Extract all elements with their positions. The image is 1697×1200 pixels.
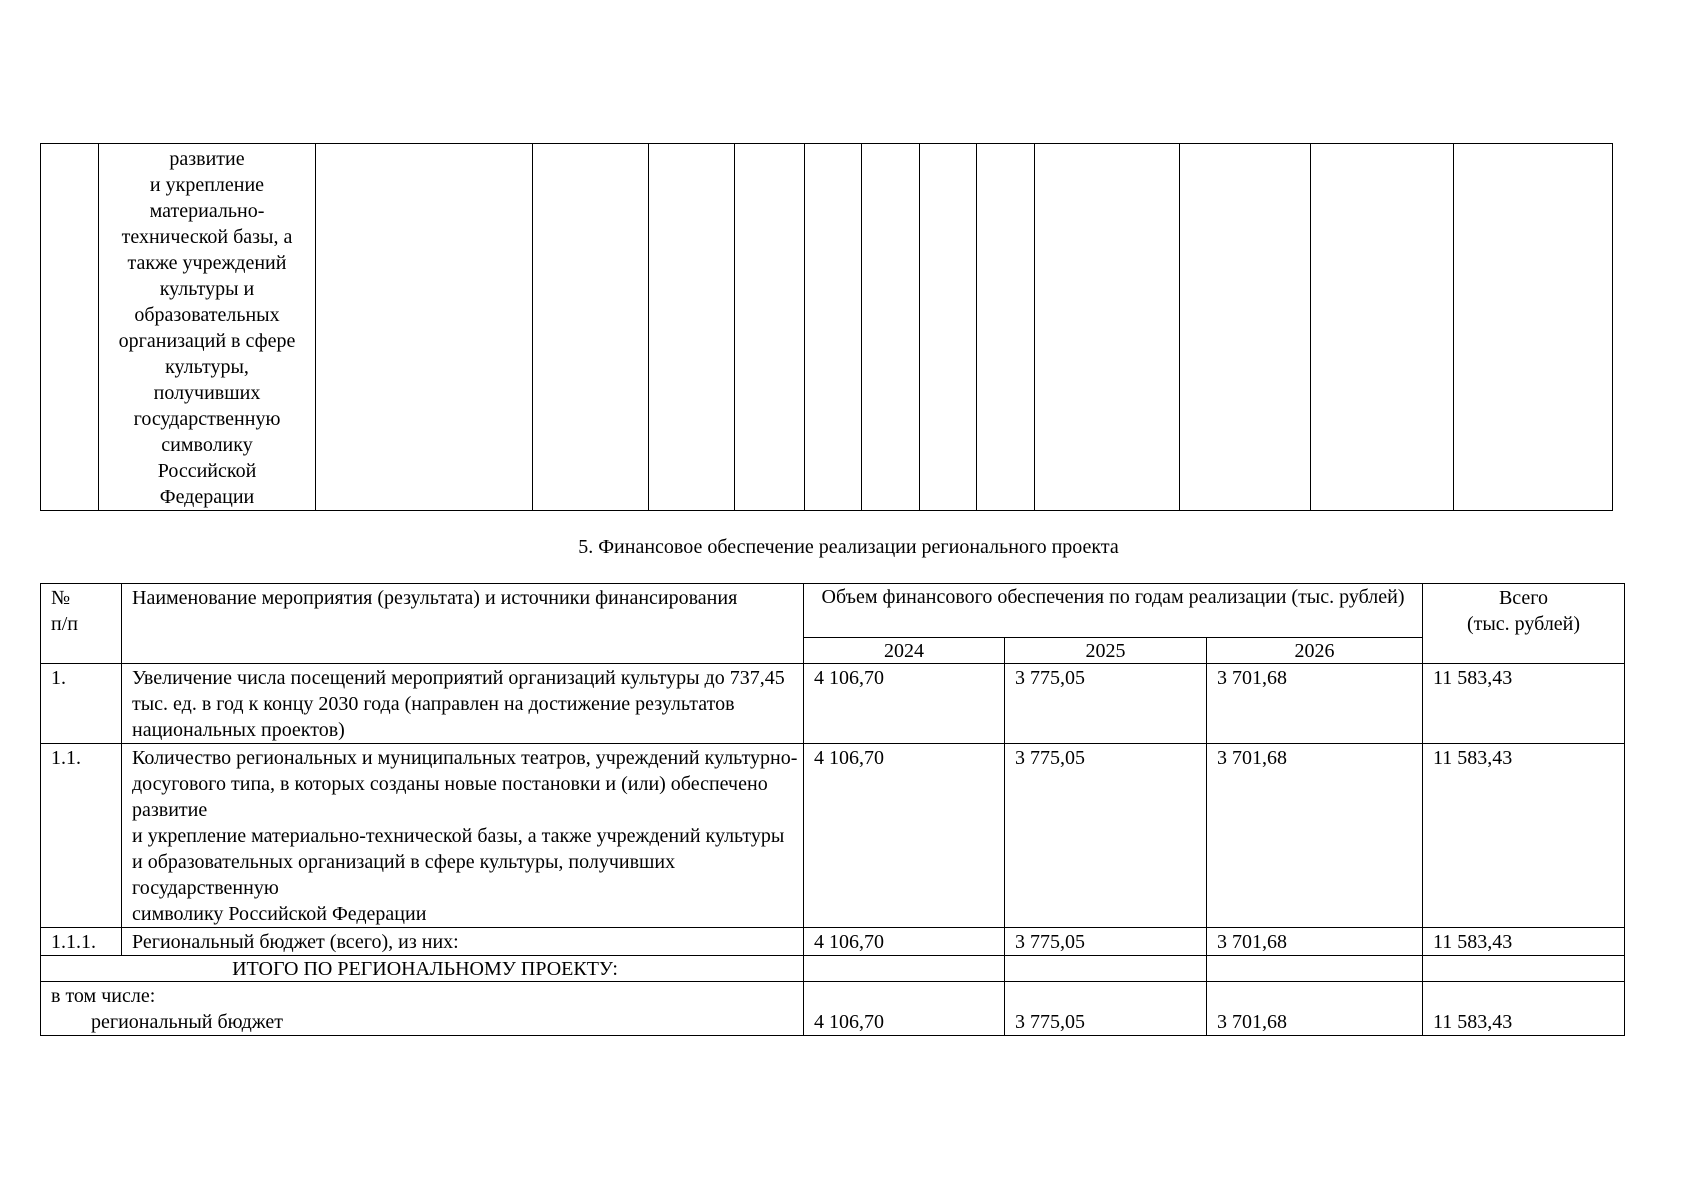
header-volume: Объем финансового обеспечения по годам реализации (тыс. рублей) <box>804 584 1423 638</box>
header-year-2026: 2026 <box>1207 638 1423 664</box>
regional-value-2025: 3 775,05 <box>1005 982 1207 1036</box>
regional-budget-text: региональный бюджет <box>91 1011 283 1033</box>
row-value-2024: 4 106,70 <box>804 928 1005 956</box>
regional-value-2024: 4 106,70 <box>804 982 1005 1036</box>
row-value-2026: 3 701,68 <box>1207 744 1423 928</box>
row-num: 1.1. <box>41 744 122 928</box>
fragment-cell <box>533 144 649 511</box>
row-value-2026: 3 701,68 <box>1207 928 1423 956</box>
grand-total-empty <box>804 956 1005 982</box>
grand-total-empty <box>1207 956 1423 982</box>
fragment-cell <box>735 144 805 511</box>
regional-value-2026: 3 701,68 <box>1207 982 1423 1036</box>
header-name: Наименование мероприятия (результата) и источники финансирования <box>122 584 804 664</box>
fragment-cell <box>977 144 1035 511</box>
row-total: 11 583,43 <box>1423 664 1625 744</box>
table-row <box>41 928 1625 956</box>
header-num: № п/п <box>41 584 122 664</box>
row-value-2025: 3 775,05 <box>1005 928 1207 956</box>
financing-table <box>40 583 1625 1036</box>
row-value-2024: 4 106,70 <box>804 664 1005 744</box>
header-year-2024: 2024 <box>804 638 1005 664</box>
header-row <box>41 584 1625 638</box>
row-total: 11 583,43 <box>1423 744 1625 928</box>
fragment-row <box>41 144 1613 511</box>
fragment-cell <box>805 144 862 511</box>
grand-total-empty <box>1423 956 1625 982</box>
fragment-cell <box>1454 144 1613 511</box>
grand-total-empty <box>1005 956 1207 982</box>
row-total: 11 583,43 <box>1423 928 1625 956</box>
row-value-2025: 3 775,05 <box>1005 744 1207 928</box>
section-title: 5. Финансовое обеспечение реализации регионального проекта <box>578 536 1119 558</box>
grand-total-label: ИТОГО ПО РЕГИОНАЛЬНОМУ ПРОЕКТУ: <box>41 956 804 982</box>
fragment-cell <box>316 144 533 511</box>
row-value-2024: 4 106,70 <box>804 744 1005 928</box>
table-row <box>41 744 1625 928</box>
fragment-cell <box>649 144 735 511</box>
fragment-name-cell: развитие и укрепление материально- технической базы, а также учреждений культуры и образовательных организаций в сфере культуры, получивших государственную символику Российской Федерации <box>99 144 316 511</box>
regional-budget-label <box>41 982 804 1036</box>
table-row <box>41 664 1625 744</box>
fragment-cell <box>920 144 977 511</box>
row-value-2025: 3 775,05 <box>1005 664 1207 744</box>
row-name: Увеличение числа посещений мероприятий организаций культуры до 737,45 тыс. ед. в год к концу 2030 года (направлен на достижение результатов национальных проектов) <box>122 664 804 744</box>
regional-budget-row <box>41 982 1625 1036</box>
row-value-2026: 3 701,68 <box>1207 664 1423 744</box>
row-num: 1. <box>41 664 122 744</box>
header-total: Всего (тыс. рублей) <box>1423 584 1625 664</box>
row-num: 1.1.1. <box>41 928 122 956</box>
fragment-cell <box>1035 144 1180 511</box>
row-name: Региональный бюджет (всего), из них: <box>122 928 804 956</box>
fragment-cell <box>1311 144 1454 511</box>
fragment-cell <box>41 144 99 511</box>
regional-total: 11 583,43 <box>1423 982 1625 1036</box>
fragment-cell <box>862 144 920 511</box>
previous-table-fragment <box>40 143 1613 511</box>
grand-total-row <box>41 956 1625 982</box>
header-year-2025: 2025 <box>1005 638 1207 664</box>
fragment-cell <box>1180 144 1311 511</box>
row-name: Количество региональных и муниципальных театров, учреждений культурно-досугового типа, в которых созданы новые постановки и (или) обеспечено развитие и укрепление материально-технической базы, а также учреждений культуры и образовательных организаций в сфере культуры, получивших государственную символику Российской Федерации <box>122 744 804 928</box>
including-label: в том числе: <box>51 985 156 1007</box>
